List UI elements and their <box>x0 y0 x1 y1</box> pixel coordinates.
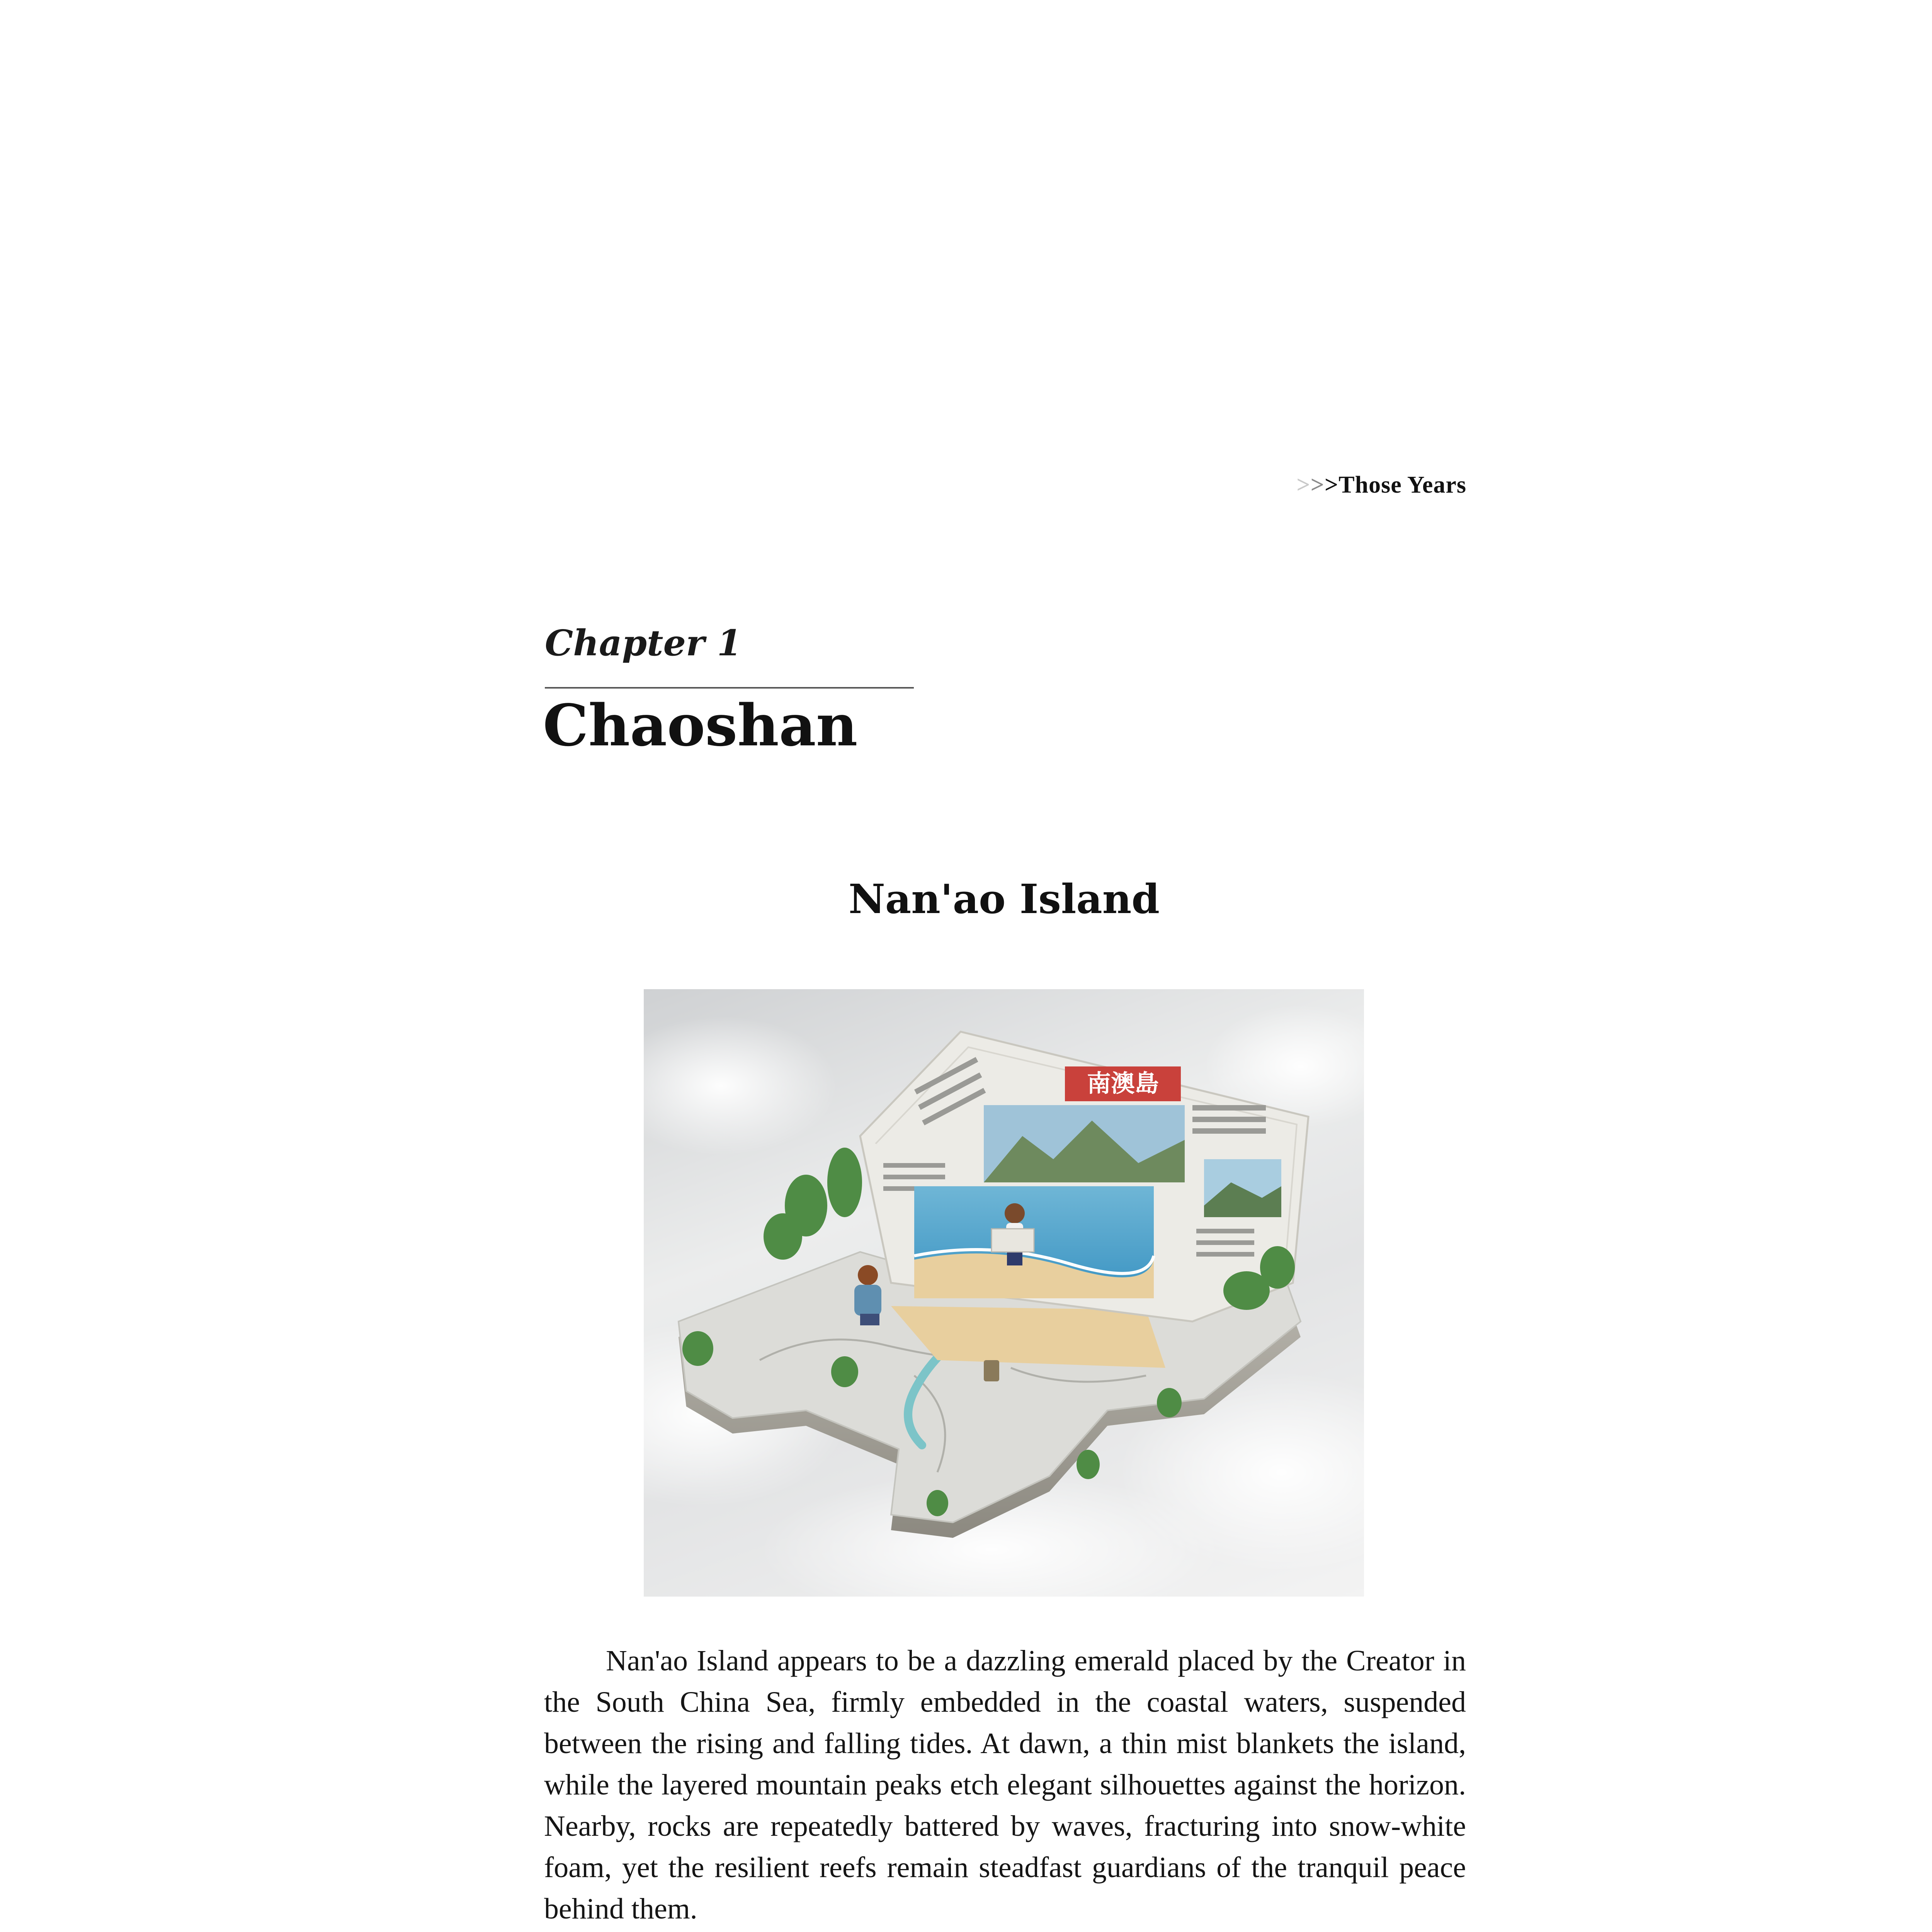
paragraph <box>544 1930 1466 1932</box>
chapter-label: Chapter 1 <box>545 622 742 664</box>
section-title: Nan'ao Island <box>848 875 1160 923</box>
paragraph: Nan'ao Island appears to be a dazzling emerald placed by the Creator in the South China Sea, firmly embedded in the coastal waters, suspended between the rising and falling tides. At dawn, a thin mist blankets the island, while the layered mountain peaks etch elegant silhouettes against the horizon. Nearby, rocks are repeatedly battered by waves, fracturing into snow-white foam, yet the resilient reefs remain steadfast guardians of the tranquil peace behind them. <box>544 1645 1466 1925</box>
illustration-svg <box>644 989 1364 1597</box>
chapter-divider <box>545 687 914 689</box>
newspaper-headline: 南澳島 <box>1087 1069 1159 1097</box>
header-arrow: > <box>1324 472 1339 498</box>
island-newspaper-illustration <box>644 989 1364 1597</box>
running-header <box>1296 471 1466 499</box>
header-arrow: > <box>1310 472 1325 498</box>
body-text <box>544 1640 1466 1932</box>
running-title: Those Years <box>1338 472 1466 498</box>
header-arrow: > <box>1296 472 1311 498</box>
chapter-title: Chaoshan <box>543 692 858 759</box>
